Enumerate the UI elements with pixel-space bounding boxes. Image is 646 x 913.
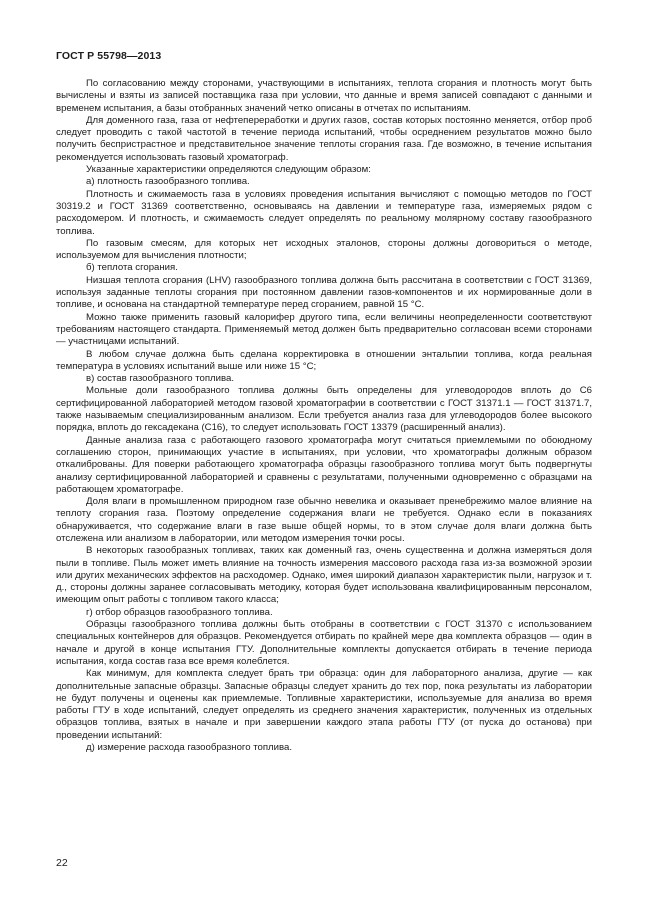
paragraph: По согласованию между сторонами, участвующими в испытаниях, теплота сгорания и плотность могут быть вычислены и взяты из записей поставщика газа при условии, что данные и время записей совпадают с данными и временем испытания, а базы отобранных значений четко описаны в отчетах по испытаниям. [56, 78, 592, 114]
list-item-heading: г) отбор образцов газообразного топлива. [86, 606, 273, 618]
list-item-heading: а) плотность газообразного топлива. [86, 176, 250, 188]
paragraph: Данные анализа газа с работающего газового хроматографа могут считаться приемлемыми по обоюдному соглашению сторон, принимающих участие в испытаниях, при условии, что хроматографы должным образом откалиброваны. Для поверки работающего хроматографа образцы газообразного топлива могут быть подвергнуты анализу сертифицированной лабораторией и сравнены с результатами, полученными одновременно с образцами на работающем хроматографе. [56, 434, 592, 495]
paragraph: Низшая теплота сгорания (LHV) газообразного топлива должна быть рассчитана в соответствии с ГОСТ 31369, используя заданные теплоты сгорания при постоянном давлении газов-компонентов и их нормированные доли в топливе, и основана на стандартной температуре перед сгоранием, равной 15 °С. [56, 274, 592, 311]
paragraph: Образцы газообразного топлива должны быть отобраны в соответствии с ГОСТ 31370 с использованием специальных контейнеров для образцов. Рекомендуется отбирать по крайней мере два комплекта образцов — один в начале и другой в конце испытания ГТУ. Дополнительные комплекты допускается отбирать в течение периода испытания, когда состав газа все время колеблется. [56, 619, 592, 667]
paragraph: Доля влаги в промышленном природном газе обычно невелика и оказывает пренебрежимо малое влияние на теплоту сгорания газа. Поэтому определение содержания влаги не требуется. Однако если в показаниях обнаруживается, что содержание влаги в газе выше общей нормы, то в этом случае доля влаги должна быть отслежена или анализом в лаборатории, или методом измерения точки росы. [56, 496, 592, 544]
paragraph: В любом случае должна быть сделана корректировка в отношении энтальпии топлива, когда реальная температура в условиях испытаний выше или ниже 15 °С; [56, 348, 592, 372]
page-header-standard-code: ГОСТ Р 55798—2013 [56, 50, 162, 62]
list-item-heading: д) измерение расхода газообразного топлива. [86, 742, 292, 754]
page-number: 22 [56, 857, 68, 869]
document-body [56, 78, 592, 754]
list-item-heading: б) теплота сгорания. [86, 262, 178, 274]
paragraph: Мольные доли газообразного топлива должны быть определены для углеводородов вплоть до С6 сертифицированной лабораторией методом газовой хроматографии в соответствии с ГОСТ 31371.1 — ГОСТ 31371.7, также называемым специализированным анализом. Если требуется анализ газа для углеводородов более высокого порядка, вплоть до гексадекана (С16), то следует использовать ГОСТ 13379 (расширенный анализ). [56, 385, 592, 434]
paragraph: Плотность и сжимаемость газа в условиях проведения испытания вычисляют с помощью методов по ГОСТ 30319.2 и ГОСТ 31369 соответственно, основываясь на давлении и температуре газа, измеряемых рядом с расходомером. И плотность, и сжимаемость следует определять по реальному молярному составу газообразного топлива. [56, 188, 592, 237]
list-item-heading: в) состав газообразного топлива. [86, 373, 234, 385]
paragraph: В некоторых газообразных топливах, таких как доменный газ, очень существенна и должна измеряться доля пыли в топливе. Пыль может иметь влияние на точность измерения массового расхода газа из-за возможной эрозии или других механических эффектов на расходомер. Однако, имея широкий диапазон характеристик пыли, нагрузок и т. д., стороны должны заранее согласовывать методику, которая будет использована квалифицированным персоналом, имеющим опыт работы с топливом такого класса; [56, 545, 592, 606]
paragraph: По газовым смесям, для которых нет исходных эталонов, стороны должны договориться о методе, используемом для вычисления плотности; [56, 237, 592, 262]
paragraph: Для доменного газа, газа от нефтепереработки и других газов, состав которых постоянно меняется, отбор проб следует проводить с такой частотой в течение периода испытаний, чтобы осреднением результатов можно было получить беспристрастное и представительное значение теплоты сгорания газа. Где возможно, в течение испытания рекомендуется использовать газовый хроматограф. [56, 114, 592, 163]
paragraph: Можно также применить газовый калорифер другого типа, если величины неопределенности соответствуют требованиям настоящего стандарта. Применяемый метод должен быть предварительно согласован всеми сторонами — участницами испытаний. [56, 311, 592, 348]
paragraph: Как минимум, для комплекта следует брать три образца: один для лабораторного анализа, другие — как дополнительные запасные образцы. Запасные образцы следует хранить до тех пор, пока результаты из лаборатории не будут получены и оценены как приемлемые. Топливные характеристики, используемые для анализа во время работы ГТУ в ходе испытаний, следует определять из среднего значения характеристик, полученных из отдельных образцов топлива, взятых в начале и при завершении каждого этапа работы ГТУ (от пуска до останова) при проведении испытаний: [56, 668, 592, 741]
paragraph: Указанные характеристики определяются следующим образом: [86, 164, 371, 176]
